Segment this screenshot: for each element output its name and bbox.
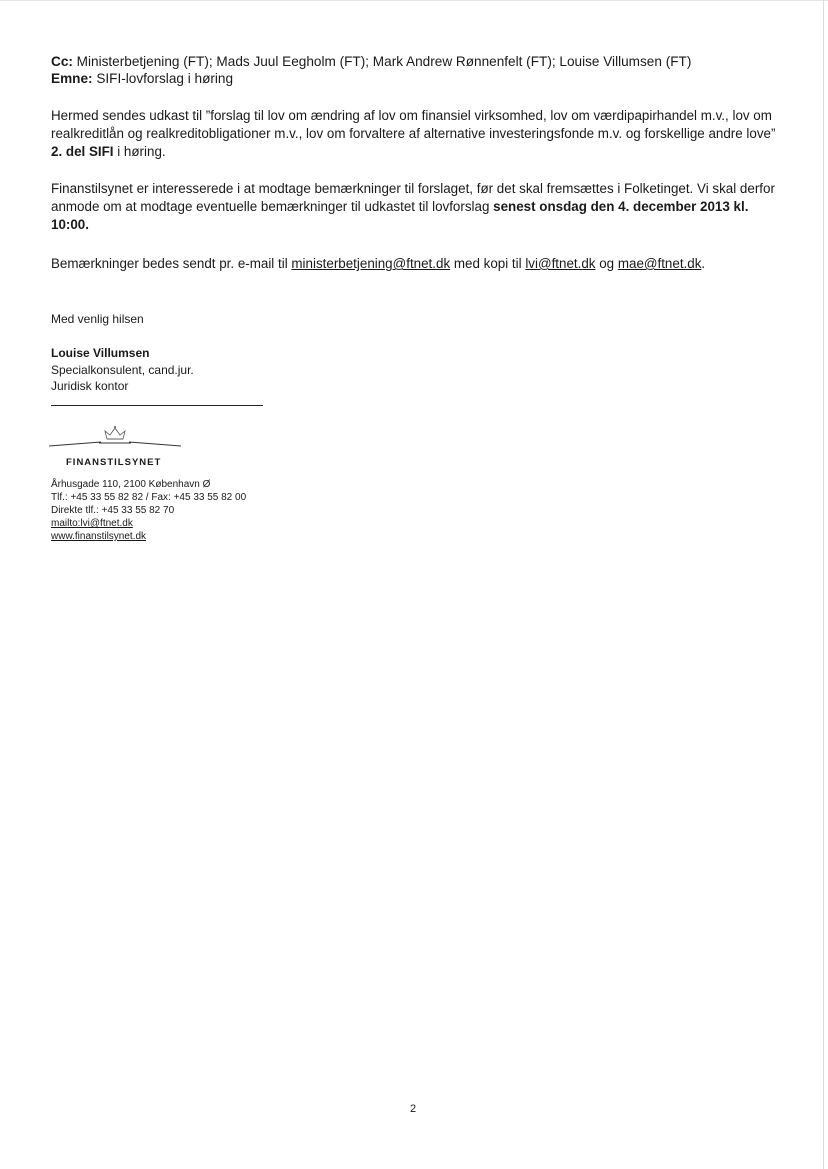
cc-label: Cc: bbox=[51, 54, 73, 69]
email-link-ministerbetjening[interactable]: ministerbetjening@ftnet.dk bbox=[291, 256, 451, 271]
paragraph-contact bbox=[51, 255, 781, 273]
subject-line bbox=[51, 70, 233, 87]
address-direct-phone: Direkte tlf.: +45 33 55 82 70 bbox=[51, 505, 175, 516]
mailto-link[interactable]: mailto:lvi@ftnet.dk bbox=[51, 518, 133, 529]
signature-divider bbox=[51, 405, 263, 406]
paragraph-intro-end: i høring. bbox=[113, 144, 166, 159]
paragraph-contact-b: med kopi til bbox=[450, 256, 526, 271]
paragraph-deadline-text: Finanstilsynet er interesserede i at modtage bemærkninger til forslaget, før det skal fremsættes i Folketinget. Vi skal derfor anmode om at modtage eventuelle bemærkninger til udkastet til lovforslag bbox=[51, 181, 775, 214]
address-street: Århusgade 110, 2100 København Ø bbox=[51, 479, 211, 490]
logo-name: FINANSTILSYNET bbox=[66, 457, 162, 468]
crown-icon bbox=[49, 424, 181, 452]
address-phone: Tlf.: +45 33 55 82 82 / Fax: +45 33 55 82 00 bbox=[51, 492, 247, 503]
signature-department: Juridisk kontor bbox=[51, 379, 129, 393]
subject-label: Emne: bbox=[51, 71, 93, 86]
signature-title: Specialkonsulent, cand.jur. bbox=[51, 363, 194, 377]
address-block bbox=[51, 478, 246, 543]
cc-line bbox=[51, 53, 691, 70]
website-link[interactable]: www.finanstilsynet.dk bbox=[51, 531, 147, 542]
paragraph-contact-d: . bbox=[701, 256, 706, 271]
paragraph-deadline-bold: senest onsdag den 4. december 2013 kl. 10:00. bbox=[51, 199, 749, 232]
paragraph-deadline bbox=[51, 180, 781, 234]
signature-name: Louise Villumsen bbox=[51, 346, 150, 360]
page-number: 2 bbox=[410, 1103, 417, 1115]
subject-value: SIFI-lovforslag i høring bbox=[92, 71, 234, 86]
cc-value: Ministerbetjening (FT); Mads Juul Eegholm (FT); Mark Andrew Rønnenfelt (FT); Louise Villumsen (FT) bbox=[72, 54, 692, 69]
paragraph-intro-text: Hermed sendes udkast til ”forslag til lov om ændring af lov om finansiel virksomhed, lov om værdipapirhandel m.v., lov om realkreditlån og realkreditobligationer m.v., lov om forvaltere af alternative investeringsfonde m.v. og forskellige andre love” bbox=[51, 108, 776, 141]
paragraph-intro bbox=[51, 107, 781, 161]
paragraph-contact-c: og bbox=[595, 256, 618, 271]
paragraph-contact-a: Bemærkninger bedes sendt pr. e-mail til bbox=[51, 256, 292, 271]
email-link-mae[interactable]: mae@ftnet.dk bbox=[617, 256, 702, 271]
email-link-lvi[interactable]: lvi@ftnet.dk bbox=[525, 256, 596, 271]
page-edge-right bbox=[823, 0, 824, 1169]
page-edge-top bbox=[0, 0, 828, 1]
greeting: Med venlig hilsen bbox=[51, 312, 144, 326]
paragraph-intro-bold: 2. del SIFI bbox=[51, 144, 114, 159]
